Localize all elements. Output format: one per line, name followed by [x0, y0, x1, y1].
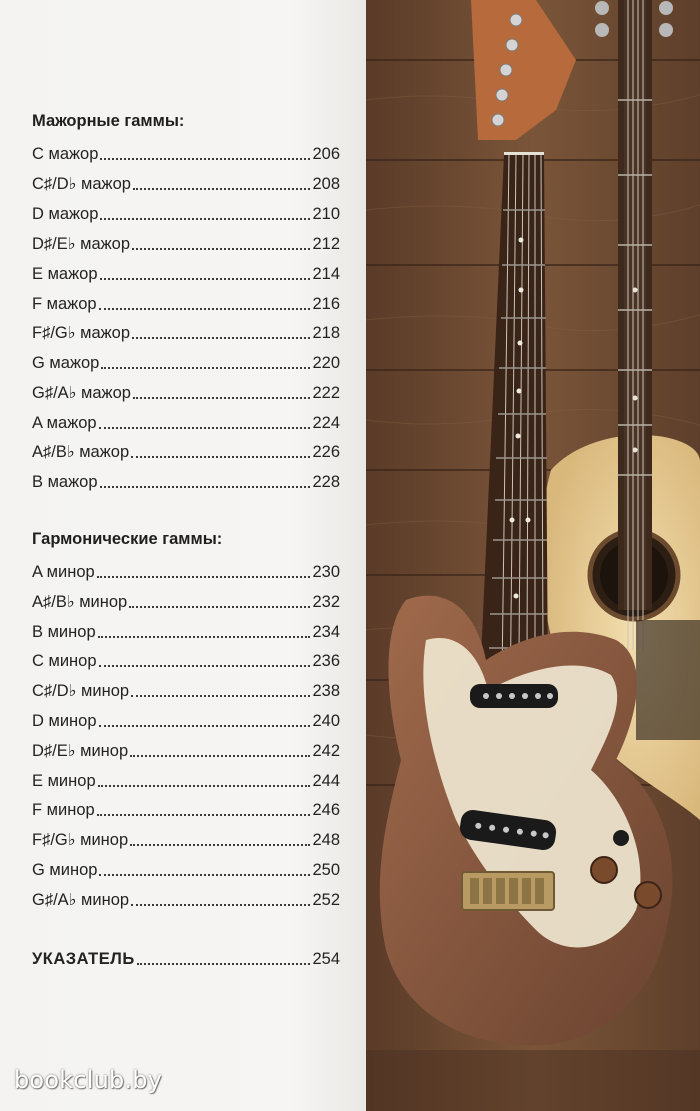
toc-entry-name: G♯/A♭ минор: [32, 891, 130, 909]
toc-entry[interactable]: [32, 170, 340, 194]
leader-dots: [131, 456, 310, 458]
guitar-photo: [366, 0, 700, 1111]
toc-entry-name: C♯/D♭ минор: [32, 682, 130, 700]
leader-dots: [129, 606, 310, 608]
toc-entry[interactable]: [32, 558, 340, 582]
toc-entry-page: 218: [312, 324, 340, 342]
toc-entry-page: 240: [312, 712, 340, 730]
toc-entry-page: 246: [312, 801, 340, 819]
major-scales-heading: Мажорные гаммы:: [32, 112, 185, 130]
toc-entry-page: 210: [312, 205, 340, 223]
toc-entry-page: 208: [312, 175, 340, 193]
toc-entry[interactable]: [32, 290, 340, 314]
toc-entry[interactable]: [32, 767, 340, 791]
leader-dots: [97, 576, 311, 578]
leader-dots: [97, 814, 311, 816]
toc-entry-index[interactable]: [32, 945, 340, 969]
toc-entry-page: 224: [312, 414, 340, 432]
leader-dots: [130, 844, 310, 846]
toc-entry-name: C мажор: [32, 145, 99, 163]
toc-entry-page: 244: [312, 772, 340, 790]
toc-entry-name: A мажор: [32, 414, 97, 432]
toc-entry-page: 236: [312, 652, 340, 670]
leader-dots: [98, 785, 311, 787]
toc-entry-name: C♯/D♭ мажор: [32, 175, 131, 193]
toc-entry[interactable]: [32, 886, 340, 910]
toc-entry-name: A♯/B♭ минор: [32, 593, 128, 611]
leader-dots: [99, 308, 311, 310]
toc-entry[interactable]: [32, 468, 340, 492]
toc-entry-page: 254: [312, 950, 340, 968]
toc-entry-name: E мажор: [32, 265, 98, 283]
toc-entry-name: E минор: [32, 772, 96, 790]
toc-entry[interactable]: [32, 409, 340, 433]
leader-dots: [100, 218, 310, 220]
leader-dots: [99, 874, 310, 876]
toc-entry[interactable]: [32, 826, 340, 850]
leader-dots: [137, 963, 311, 965]
toc-entry[interactable]: [32, 677, 340, 701]
leader-dots: [99, 725, 311, 727]
toc-entry[interactable]: [32, 588, 340, 612]
toc-entry-page: 220: [312, 354, 340, 372]
toc-entry-page: 234: [312, 623, 340, 641]
leader-dots: [99, 427, 311, 429]
leader-dots: [133, 188, 311, 190]
toc-entry-name: F♯/G♭ мажор: [32, 324, 131, 342]
leader-dots: [130, 755, 310, 757]
watermark: bookclub.by: [14, 1066, 163, 1094]
toc-entry-name: B минор: [32, 623, 96, 641]
leader-dots: [98, 636, 311, 638]
toc-entry-page: 250: [312, 861, 340, 879]
toc-entry-page: 206: [312, 145, 340, 163]
toc-entry-name: D♯/E♭ минор: [32, 742, 129, 760]
leader-dots: [100, 278, 311, 280]
toc-entry[interactable]: [32, 260, 340, 284]
toc-entry[interactable]: [32, 200, 340, 224]
leader-dots: [132, 337, 310, 339]
toc-entry[interactable]: [32, 796, 340, 820]
toc-entry-name: D♯/E♭ мажор: [32, 235, 131, 253]
toc-entry[interactable]: [32, 379, 340, 403]
leader-dots: [99, 665, 311, 667]
toc-entry[interactable]: [32, 349, 340, 373]
toc-entry-name: F мажор: [32, 295, 97, 313]
toc-entry[interactable]: [32, 618, 340, 642]
leader-dots: [132, 248, 310, 250]
toc-entry-name: G минор: [32, 861, 98, 879]
toc-entry-page: 242: [312, 742, 340, 760]
toc-entry-page: 248: [312, 831, 340, 849]
guitar-illustration: [366, 0, 700, 1111]
toc-entry-page: 212: [312, 235, 340, 253]
toc-entry-name: A минор: [32, 563, 95, 581]
leader-dots: [101, 367, 310, 369]
toc-entry-name: F♯/G♭ минор: [32, 831, 129, 849]
toc-entry-page: 252: [312, 891, 340, 909]
toc-entry-page: 222: [312, 384, 340, 402]
leader-dots: [100, 486, 311, 488]
toc-entry-page: 216: [312, 295, 340, 313]
leader-dots: [100, 158, 310, 160]
toc-entry-name: D минор: [32, 712, 97, 730]
toc-entry-name: G мажор: [32, 354, 100, 372]
harmonic-scales-heading: Гармонические гаммы:: [32, 530, 223, 548]
toc-entry[interactable]: [32, 856, 340, 880]
toc-entry-name: D мажор: [32, 205, 99, 223]
toc-entry-name: B мажор: [32, 473, 98, 491]
toc-entry[interactable]: [32, 230, 340, 254]
toc-entry[interactable]: [32, 140, 340, 164]
toc-entry-page: 228: [312, 473, 340, 491]
toc-entry[interactable]: [32, 707, 340, 731]
toc-entry[interactable]: [32, 319, 340, 343]
toc-entry-page: 214: [312, 265, 340, 283]
toc-entry[interactable]: [32, 647, 340, 671]
toc-entry-name: F минор: [32, 801, 95, 819]
toc-entry-page: 230: [312, 563, 340, 581]
leader-dots: [133, 397, 311, 399]
toc-entry-name: C минор: [32, 652, 97, 670]
toc-entry-name: G♯/A♭ мажор: [32, 384, 131, 402]
toc-entry[interactable]: [32, 737, 340, 761]
toc-entry-page: 226: [312, 443, 340, 461]
toc-entry-page: 232: [312, 593, 340, 611]
toc-entry-name: УКАЗАТЕЛЬ: [32, 950, 135, 968]
toc-entry-page: 238: [312, 682, 340, 700]
leader-dots: [131, 904, 310, 906]
leader-dots: [131, 695, 310, 697]
toc-entry[interactable]: [32, 438, 340, 462]
toc-entry-name: A♯/B♭ мажор: [32, 443, 130, 461]
